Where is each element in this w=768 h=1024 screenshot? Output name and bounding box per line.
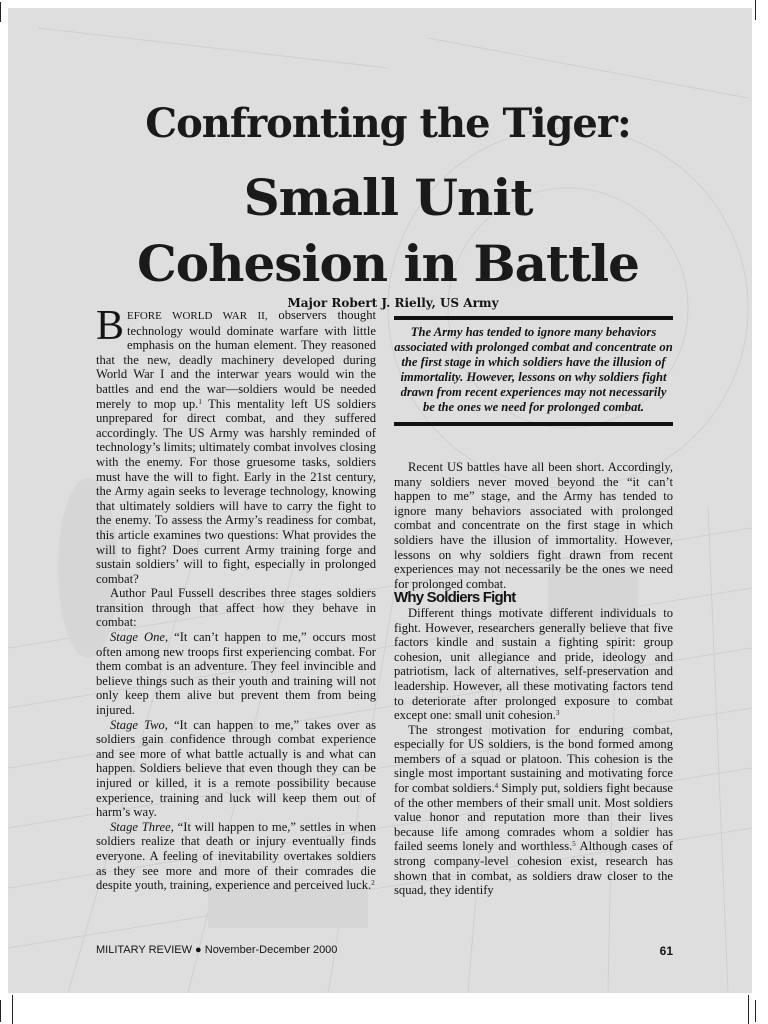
paragraph-text: Simply put, soldiers fight because of the other members of their small unit. Most soldiers value honor and reputation more than their lives because life among comrades whom a soldier has failed seems lonely and worthless. bbox=[394, 781, 673, 854]
footer-issue bbox=[96, 944, 337, 958]
pull-quote-rule bbox=[394, 316, 673, 320]
crop-mark bbox=[748, 995, 749, 1024]
page-number: 61 bbox=[659, 944, 673, 958]
right-column bbox=[394, 460, 673, 898]
pull-quote-rule bbox=[394, 422, 673, 426]
body-paragraph: Recent US battles have all been short. Accordingly, many soldiers never moved beyond the “it can’t happen to me” stage, and the Army has tended to ignore many behaviors associated with prolonged combat and concentrate on the first stage in which soldiers have the illusion of immortality. However, lessons on why soldiers fight drawn from recent experiences may not necessarily be the ones we need for prolonged combat. bbox=[394, 460, 673, 591]
paragraph-text: This mentality left US soldiers unprepared for direct combat, and they suffered accordingly. The US Army was harshly reminded of technology’s limits; ultimately combat involves closing with the enemy. For those gruesome tasks, soldiers must have the will to fight. Early in the 21st century, the Army again seeks to leverage technology, knowing that ultimately soldiers will have to carry the fight to the enemy. To assess the Army’s readiness for combat, this article examines two questions: What provides the will to fight? Does current Army training forge and sustain soldiers’ will to fight, especially in prolonged combat? bbox=[96, 396, 376, 586]
crop-mark bbox=[755, 0, 756, 20]
bullet-icon: ● bbox=[195, 944, 202, 956]
footnote-ref: 5 bbox=[572, 840, 576, 849]
paragraph-text: Although cases of strong company-level cohesion exist, research has shown that in combat, as soldiers draw closer to the squad, they identify bbox=[394, 839, 674, 898]
paragraph-text: , “It will happen to me,” settles in when soldiers realize that death or injury eventually finds everyone. A feeling of inevitability overtakes soldiers as they see more and more of their comrades die despite youth, training, experience and perceived luck. bbox=[96, 819, 376, 893]
body-paragraph: Author Paul Fussell describes three stages soldiers transition through that affect how they behave in combat: bbox=[96, 586, 376, 630]
byline: Major Robert J. Rielly, US Army bbox=[287, 296, 499, 310]
paragraph-text: The strongest motivation for enduring combat, especially for US soldiers, is the bond formed among members of a squad or platoon. This cohesion is the single most important sustaining and motivating force for combat soldiers. bbox=[394, 722, 673, 796]
paragraph-text: , “It can happen to me,” takes over as soldiers gain confidence through combat experience and see more of what battle actually is and what can happen. Soldiers believe that even though they can be injured or killed, it is a remote possibility because experience, training and luck will keep them out of harm’s way. bbox=[96, 717, 376, 820]
crop-mark bbox=[12, 995, 13, 1024]
title-line-2: Small Unit bbox=[243, 168, 533, 227]
section-heading: Why Soldiers Fight bbox=[394, 589, 516, 607]
journal-name: MILITARY REVIEW bbox=[96, 944, 192, 956]
stage-label: Stage One bbox=[110, 630, 165, 645]
paragraph-text: , “It can’t happen to me,” occurs most often among new troops first experiencing combat. For them combat is an adventure. They feel invincible and believe things such as their youth and training will not only keep them alive but prevent them from being injured. bbox=[96, 630, 377, 718]
title-line-3: Cohesion in Battle bbox=[137, 234, 639, 293]
paragraph-text: Different things motivate different individuals to fight. However, researchers generally believe that five factors kindle and sustain a fighting spirit: group cohesion, unit allegiance and pride, ideology and patriotism, lack of alternatives, self-preservation and leadership. However, all these motivating factors tend to deteriorate after prolonged exposure to combat except one: small unit cohesion. bbox=[394, 605, 673, 723]
title-line-1: Confronting the Tiger: bbox=[145, 100, 631, 147]
pull-quote bbox=[394, 316, 673, 426]
paragraph-text: observers thought technology would dominate warfare with little emphasis on the human element. They reasoned that the new, deadly machinery developed during World War I and the interwar years would win the battles and end the war—soldiers would be needed merely to mop up. bbox=[96, 308, 376, 411]
crop-mark bbox=[755, 1000, 756, 1022]
left-column bbox=[96, 303, 377, 893]
body-paragraph bbox=[96, 820, 376, 893]
crop-mark bbox=[0, 2, 1, 22]
body-paragraph bbox=[394, 606, 673, 723]
body-paragraph bbox=[96, 630, 376, 718]
footnote-ref: 4 bbox=[494, 782, 499, 791]
drop-cap: B bbox=[96, 303, 125, 349]
body-paragraph bbox=[394, 723, 673, 898]
pull-quote-text: The Army has tended to ignore many behaviors associated with prolonged combat and concentrate on the first stage in which soldiers have the illusion of immortality. However, lessons on why soldiers fight drawn from recent experiences may not necessarily be the ones we need for prolonged combat. bbox=[394, 325, 673, 414]
body-paragraph bbox=[96, 718, 376, 820]
issue-date: November-December 2000 bbox=[204, 944, 338, 956]
crop-mark bbox=[0, 1000, 1, 1022]
footnote-ref: 3 bbox=[555, 709, 560, 718]
stage-label: Stage Three bbox=[110, 819, 171, 834]
body-paragraph bbox=[96, 303, 376, 586]
page-footer bbox=[96, 944, 673, 958]
small-caps-lead: EFORE WORLD WAR II, bbox=[127, 310, 268, 322]
stage-label: Stage Two bbox=[110, 717, 165, 732]
footnote-ref: 2 bbox=[371, 879, 375, 888]
footnote-ref: 1 bbox=[198, 397, 202, 406]
